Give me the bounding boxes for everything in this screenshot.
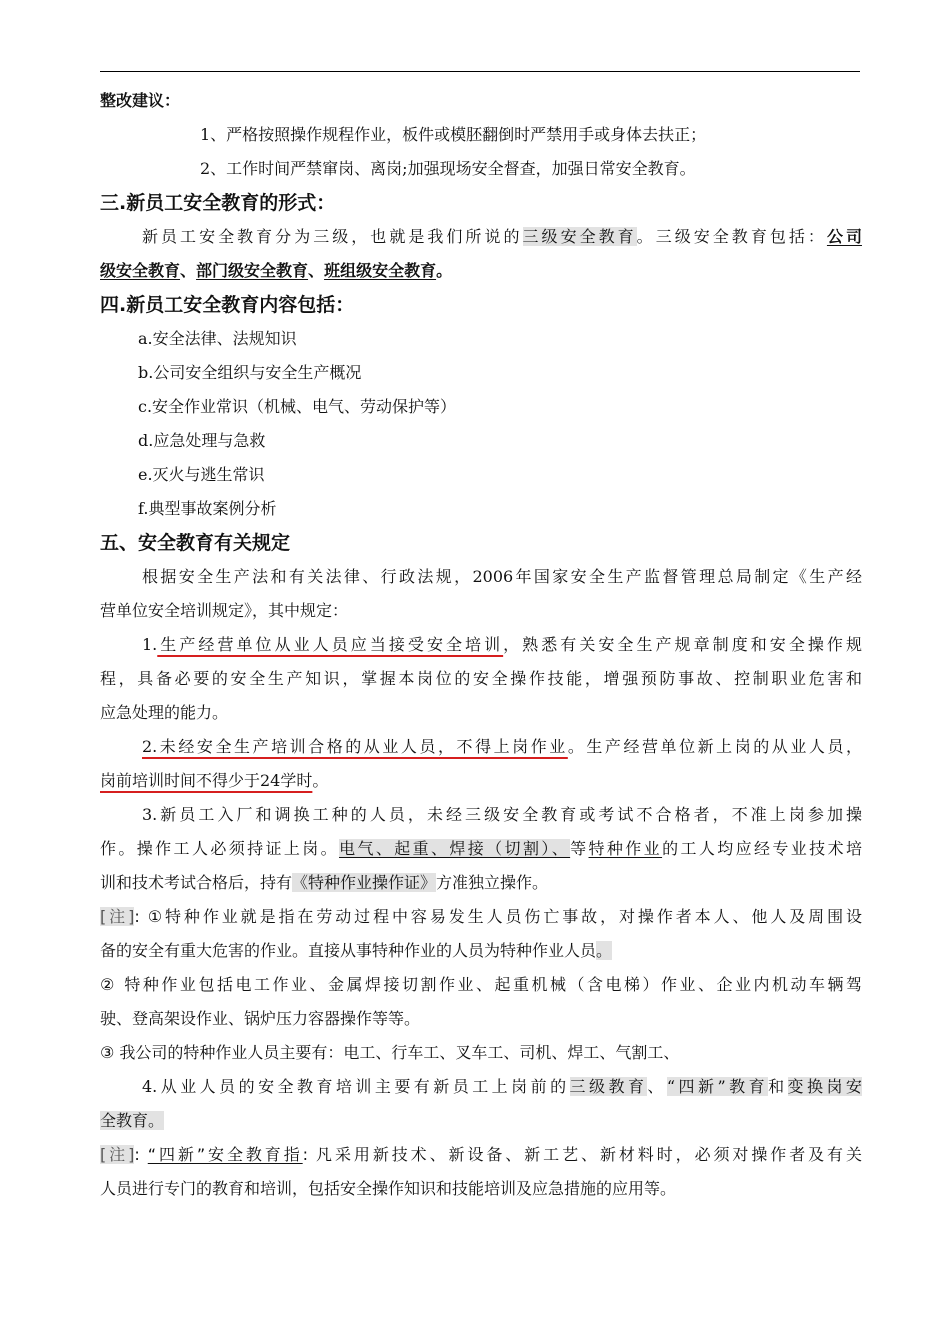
section-4-item-d: d.应急处理与急救 [138, 431, 266, 450]
rectify-title: 整改建议： [100, 91, 181, 110]
section-3-heading: 三.新员工安全教育的形式： [100, 192, 336, 214]
section-4-item-c: c.安全作业常识（机械、电气、劳动保护等） [138, 397, 457, 416]
section-3-para-line-2: 级安全教育、部门级安全教育、班组级安全教育。 [100, 261, 453, 280]
rule-1-line-2: 程，具备必要的安全生产知识，掌握本岗位的安全操作技能，增强预防事故、控制职业危害和 [100, 669, 862, 688]
section-4-heading: 四.新员工安全教育内容包括： [100, 294, 355, 316]
note-1-line-1: [注]: ①特种作业就是指在劳动过程中容易发生人员伤亡事故，对操作者本人、他人及周围设 [100, 907, 862, 926]
note-1-line-2: 备的安全有重大危害的作业。直接从事特种作业的人员为特种作业人员。 [100, 941, 613, 960]
note-2-line-2: 驶、登高架设作业、锅炉压力容器操作等等。 [100, 1009, 421, 1028]
section-5-heading: 五、安全教育有关规定 [100, 532, 291, 554]
rule-1-line-3: 应急处理的能力。 [100, 703, 229, 722]
note-2-line-1: ② 特种作业包括电工作业、金属焊接切割作业、起重机械（含电梯）作业、企业内机动车辆驾 [100, 975, 862, 994]
rule-2-line-2: 岗前培训时间不得少于24学时。 [100, 771, 329, 790]
document-body [100, 84, 862, 1206]
section-4-item-f: f.典型事故案例分析 [138, 499, 277, 518]
rule-2-line-1: 2.未经安全生产培训合格的从业人员，不得上岗作业。生产经营单位新上岗的从业人员， [142, 737, 862, 756]
rectify-item-2: 2、工作时间严禁窜岗、离岗;加强现场安全督查，加强日常安全教育。 [200, 159, 696, 178]
section-5-intro-line-2: 营单位安全培训规定》，其中规定： [100, 601, 349, 620]
rule-3-line-1: 3.新员工入厂和调换工种的人员，未经三级安全教育或考试不合格者，不准上岗参加操 [142, 805, 862, 824]
section-4-item-b: b.公司安全组织与安全生产概况 [138, 363, 362, 382]
rule-4-line-1: 4.从业人员的安全教育培训主要有新员工上岗前的三级教育、“四新”教育和变换岗安 [142, 1077, 862, 1096]
note-4-line-1: [注]: “四新”安全教育指: 凡采用新技术、新设备、新工艺、新材料时，必须对操作者及有关 [100, 1145, 862, 1164]
rule-3-line-3: 训和技术考试合格后，持有《特种作业操作证》方准独立操作。 [100, 873, 549, 892]
rectify-item-1: 1、严格按照操作规程作业，板件或模胚翻倒时严禁用手或身体去扶正； [200, 125, 707, 144]
section-5-intro-line-1: 根据安全生产法和有关法律、行政法规，2006年国家安全生产监督管理总局制定《生产经 [142, 567, 862, 586]
section-4-item-e: e.灭火与逃生常识 [138, 465, 265, 484]
note-4-line-2: 人员进行专门的教育和培训，包括安全操作知识和技能培训及应急措施的应用等。 [100, 1179, 677, 1198]
rule-3-line-2: 作。操作工人必须持证上岗。电气、起重、焊接（切割）、等特种作业的工人均应经专业技术培 [100, 839, 862, 858]
rule-4-line-2: 全教育。 [100, 1111, 165, 1130]
note-3: ③ 我公司的特种作业人员主要有：电工、行车工、叉车工、司机、焊工、气割工、 [100, 1043, 680, 1062]
header-rule [100, 71, 860, 72]
section-4-item-a: a.安全法律、法规知识 [138, 329, 297, 348]
section-3-para-line-1: 新员工安全教育分为三级，也就是我们所说的三级安全教育。三级安全教育包括：公司 [142, 227, 862, 246]
rule-1-line-1: 1.生产经营单位从业人员应当接受安全培训，熟悉有关安全生产规章制度和安全操作规 [142, 635, 862, 654]
